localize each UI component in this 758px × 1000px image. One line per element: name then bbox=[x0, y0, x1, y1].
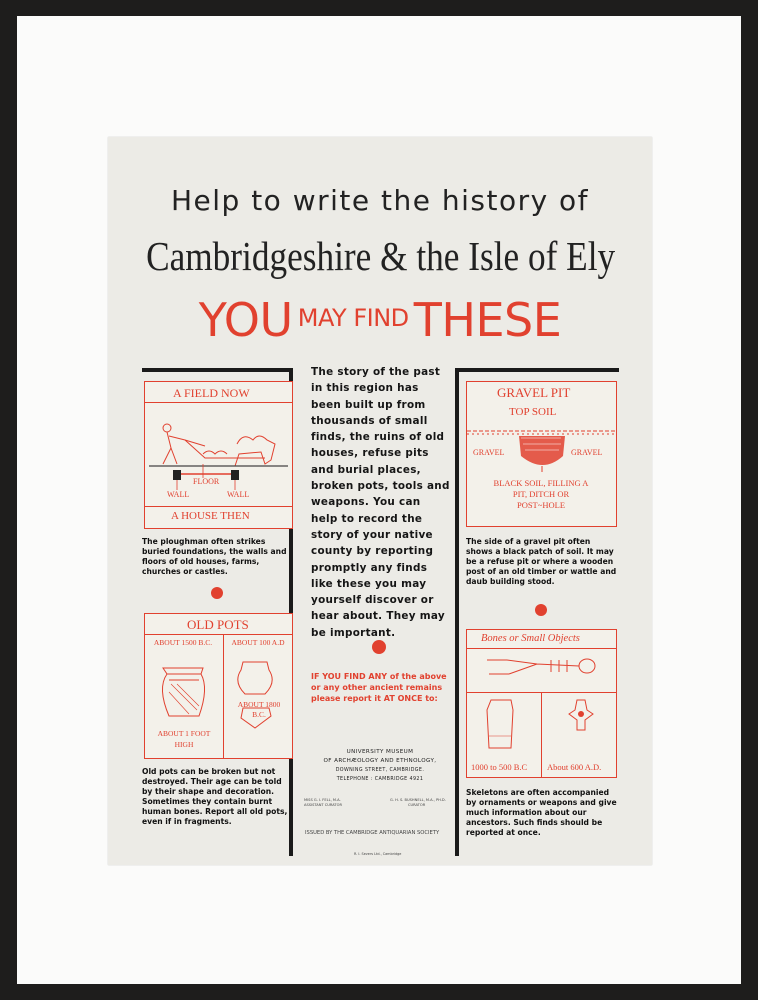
field-title: A FIELD NOW bbox=[173, 386, 250, 400]
heading-line-2: Cambridgeshire & the Isle of Ely bbox=[146, 233, 616, 279]
field-caption: The ploughman often strikes buried foundations, the walls and floors of old houses, farms, churches or castles. bbox=[142, 537, 287, 576]
poster bbox=[108, 137, 652, 865]
pots-caption: Old pots can be broken but not destroyed. Their age can be told by their shape and decoration. Sometimes they contain burnt human bones. Report all old pots, even if in fragments. bbox=[142, 767, 288, 826]
axe-illustration bbox=[469, 696, 539, 756]
center-call-to-action: IF YOU FIND ANY of the above or any other ancient remains please report it AT ONCE to: bbox=[311, 672, 447, 703]
pots-illustration bbox=[145, 658, 292, 738]
bones-title: Bones or Small Objects bbox=[481, 633, 580, 644]
bones-divider-h bbox=[467, 648, 616, 649]
gravel-panel bbox=[466, 381, 617, 527]
signature-right-2: CURATOR bbox=[408, 803, 426, 807]
pots-divider-h bbox=[145, 634, 292, 635]
museum-line-4: TELEPHONE : CAMBRIDGE 4921 bbox=[336, 777, 424, 782]
pots-title: OLD POTS bbox=[187, 617, 249, 632]
heading-may-find: MAY FIND bbox=[297, 304, 409, 332]
pots-size-label: ABOUT 1 FOOT HIGH bbox=[157, 729, 211, 749]
gravel-note: BLACK SOIL, FILLING A PIT, DITCH OR POST~HOLE bbox=[493, 478, 589, 510]
right-rule-top bbox=[455, 368, 619, 372]
bullet-dot-left bbox=[211, 587, 223, 599]
skeleton-illustration bbox=[467, 650, 616, 692]
house-then-label: A HOUSE THEN bbox=[171, 510, 250, 522]
signature-left-1: MISS G. I. FELL, M.A. bbox=[304, 798, 341, 802]
museum-line-1: UNIVERSITY MUSEUM bbox=[346, 749, 414, 755]
museum-line-2: OF ARCHÆOLOGY AND ETHNOLOGY, bbox=[323, 758, 437, 764]
gravel-title: GRAVEL PIT bbox=[497, 385, 571, 400]
center-story: The story of the past in this region has been built up from thousands of small finds, the ruins of old houses, refuse pits and burial places, broken pots, tools and weapons. You can help to record the story of your native county by reporting promptly any finds like these you may yourself discover or hear about. They may be important. bbox=[311, 366, 450, 639]
pots-panel bbox=[144, 613, 293, 759]
wall-left-label: WALL bbox=[167, 490, 190, 499]
bullet-dot-right bbox=[535, 604, 547, 616]
signature-left-2: ASSISTANT CURATOR bbox=[304, 803, 342, 807]
brooch-illustration bbox=[545, 696, 615, 756]
pots-right-date-2: ABOUT 1800 B.C. bbox=[237, 700, 281, 719]
field-divider-top bbox=[145, 402, 292, 403]
gravel-caption: The side of a gravel pit often shows a black patch of soil. It may be a refuse pit or where a wooden post of an old timber or wattle and daub building stood. bbox=[466, 537, 617, 586]
gravel-left-label: GRAVEL bbox=[473, 448, 505, 457]
pots-right-date: ABOUT 100 A.D bbox=[231, 638, 285, 647]
heading-these: THESE bbox=[413, 293, 562, 347]
bones-caption: Skeletons are often accompanied by ornaments or weapons and give much information about our ancestors. Such finds should be reported at once. bbox=[466, 788, 617, 837]
pots-left-date: ABOUT 1500 B.C. bbox=[153, 638, 213, 647]
bones-left-date: 1000 to 500 B.C bbox=[471, 762, 528, 772]
wall-right-label: WALL bbox=[227, 490, 250, 499]
gravel-right-label: GRAVEL bbox=[571, 448, 603, 457]
heading-you: YOU bbox=[198, 293, 293, 347]
issued-by: ISSUED BY THE CAMBRIDGE ANTIQUARIAN SOCIETY bbox=[305, 830, 440, 836]
signature-right-1: G. H. S. BUSHNELL, M.A., PH.D. bbox=[390, 798, 446, 802]
heading-line-1: Help to write the history of bbox=[170, 184, 590, 217]
museum-line-3: DOWNING STREET, CAMBRIDGE. bbox=[335, 768, 425, 773]
bones-right-date: About 600 A.D. bbox=[547, 762, 602, 772]
topsoil-label: TOP SOIL bbox=[509, 406, 557, 418]
field-panel bbox=[144, 381, 293, 529]
left-rule-top bbox=[142, 368, 293, 372]
heading-line-3 bbox=[108, 293, 652, 347]
bullet-dot-center bbox=[372, 640, 386, 654]
printer-credit: R. I. Severs Ltd., Cambridge bbox=[354, 852, 402, 856]
field-divider-bottom bbox=[145, 506, 292, 507]
bones-divider-v bbox=[541, 692, 542, 777]
bones-panel bbox=[466, 629, 617, 778]
floor-label: FLOOR bbox=[193, 477, 220, 486]
gravel-pit-illustration bbox=[467, 422, 616, 472]
museum-address bbox=[300, 748, 460, 784]
